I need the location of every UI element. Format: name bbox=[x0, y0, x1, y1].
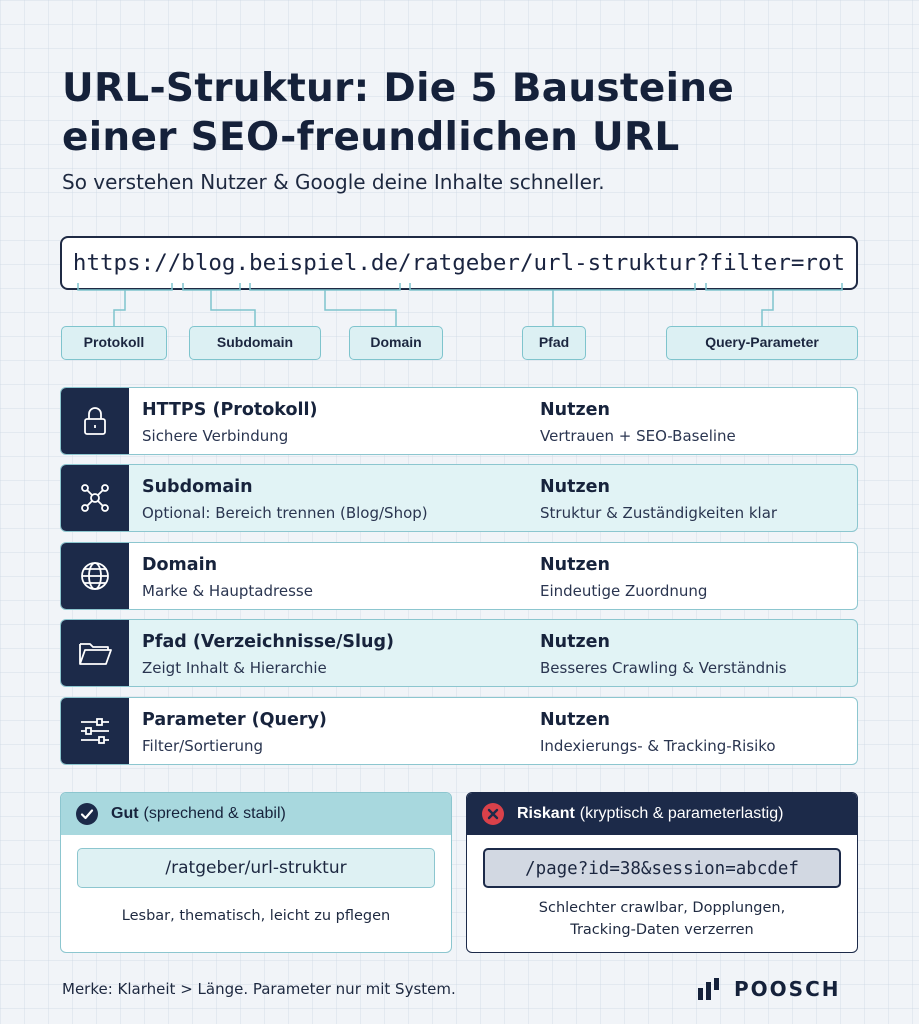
row-benefit-label: Nutzen bbox=[540, 477, 610, 497]
page-title bbox=[62, 64, 882, 162]
risky-note bbox=[477, 897, 847, 941]
brand-name: POOSCH bbox=[734, 977, 841, 1001]
tag-pfad: Pfad bbox=[522, 326, 586, 360]
row-name: Pfad (Verzeichnisse/Slug) bbox=[142, 632, 394, 652]
row-desc: Sichere Verbindung bbox=[142, 427, 289, 445]
tag-protokoll: Protokoll bbox=[61, 326, 167, 360]
tag-domain: Domain bbox=[349, 326, 443, 360]
title-line-2: einer SEO-freundlichen URL bbox=[62, 115, 680, 160]
good-label: Gut bbox=[111, 805, 139, 822]
row-desc: Optional: Bereich trennen (Blog/Shop) bbox=[142, 504, 428, 522]
title-line-1: URL-Struktur: Die 5 Bausteine bbox=[62, 66, 735, 111]
row-name: Domain bbox=[142, 555, 218, 575]
check-circle-icon bbox=[75, 802, 99, 826]
brand-logo bbox=[698, 977, 840, 1001]
row-benefit-label: Nutzen bbox=[540, 632, 610, 652]
tag-query-parameter: Query-Parameter bbox=[666, 326, 858, 360]
row-subdomain bbox=[60, 464, 858, 532]
globe-icon bbox=[61, 543, 129, 609]
poosch-logo-icon bbox=[698, 978, 724, 1000]
good-note: Lesbar, thematisch, leicht zu pflegen bbox=[121, 908, 391, 924]
sliders-icon bbox=[61, 698, 129, 764]
risky-example-card bbox=[466, 792, 858, 953]
row-domain bbox=[60, 542, 858, 610]
row-desc: Zeigt Inhalt & Hierarchie bbox=[142, 659, 327, 677]
row-benefit: Vertrauen + SEO-Baseline bbox=[540, 427, 736, 445]
good-label-sub: (sprechend & stabil) bbox=[143, 805, 286, 822]
row-benefit: Indexierungs- & Tracking-Risiko bbox=[540, 737, 776, 755]
row-desc: Filter/Sortierung bbox=[142, 737, 264, 755]
risky-label-sub: (kryptisch & parameterlastig) bbox=[579, 805, 784, 822]
row-benefit-label: Nutzen bbox=[540, 710, 610, 730]
folder-icon bbox=[61, 620, 129, 686]
good-card-header bbox=[61, 793, 451, 835]
row-https bbox=[60, 387, 858, 455]
tag-subdomain: Subdomain bbox=[189, 326, 321, 360]
row-benefit: Struktur & Zuständigkeiten klar bbox=[540, 504, 778, 522]
row-desc: Marke & Hauptadresse bbox=[142, 582, 313, 600]
row-pfad bbox=[60, 619, 858, 687]
network-icon bbox=[61, 465, 129, 531]
row-benefit: Besseres Crawling & Verständnis bbox=[540, 659, 787, 677]
row-name: HTTPS (Protokoll) bbox=[142, 400, 318, 420]
row-name: Subdomain bbox=[142, 477, 253, 497]
subtitle: So verstehen Nutzer & Google deine Inhalte schneller. bbox=[62, 170, 605, 194]
risky-card-header bbox=[467, 793, 857, 835]
lock-icon bbox=[61, 388, 129, 454]
footer-note: Merke: Klarheit > Länge. Parameter nur mit System. bbox=[62, 980, 456, 998]
row-name: Parameter (Query) bbox=[142, 710, 327, 730]
example-url: https://blog.beispiel.de/ratgeber/url-struktur?filter=rot bbox=[60, 236, 858, 290]
row-benefit-label: Nutzen bbox=[540, 400, 610, 420]
row-benefit-label: Nutzen bbox=[540, 555, 610, 575]
row-benefit: Eindeutige Zuordnung bbox=[540, 582, 708, 600]
x-circle-icon bbox=[481, 802, 505, 826]
risky-example-url: /page?id=38&session=abcdef bbox=[483, 848, 841, 888]
good-example-url: /ratgeber/url-struktur bbox=[77, 848, 435, 888]
risky-label: Riskant bbox=[517, 805, 575, 822]
row-parameter bbox=[60, 697, 858, 765]
good-example-card bbox=[60, 792, 452, 953]
risky-note-line-1: Schlechter crawlbar, Dopplungen, bbox=[538, 900, 786, 916]
risky-note-line-2: Tracking-Daten verzerren bbox=[570, 922, 754, 938]
